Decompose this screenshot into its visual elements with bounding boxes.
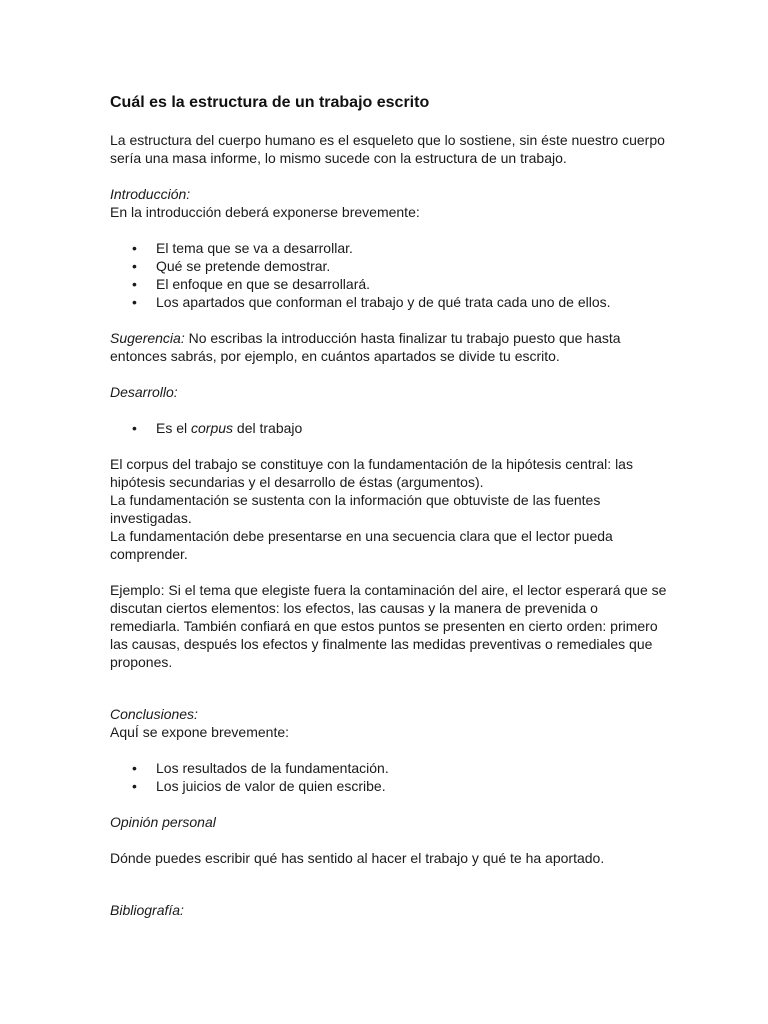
desarrollo-line-1: El corpus del trabajo se constituye con la fundamentación de la hipótesis central: las hipótesis secundarias y el desarrollo de éstas (argumentos). [110, 456, 633, 490]
conclusiones-heading: Conclusiones: [110, 706, 198, 722]
bibliografia-heading: Bibliografía: [110, 902, 184, 918]
desarrollo-list [110, 419, 670, 437]
introduccion-heading: Introducción: [110, 186, 191, 202]
introduccion-lead: En la introducción deberá exponerse brevemente: [110, 204, 420, 220]
desarrollo-heading: Desarrollo: [110, 384, 178, 400]
list-item [110, 419, 670, 437]
opinion-heading: Opinión personal [110, 814, 216, 830]
document-body [110, 93, 670, 919]
desarrollo-item-emphasis: corpus [191, 420, 234, 436]
list-item: • El tema que se va a desarrollar. [110, 239, 670, 257]
conclusiones-lead: AquÍ se expone brevemente: [110, 724, 290, 740]
intro-paragraph: La estructura del cuerpo humano es el esqueleto que lo sostiene, sin éste nuestro cuerpo sería una masa informe, lo mismo sucede con la estructura de un trabajo. [110, 132, 665, 166]
desarrollo-line-2: La fundamentación se sustenta con la información que obtuviste de las fuentes investigadas. [110, 492, 601, 526]
opinion-text: Dónde puedes escribir qué has sentido al hacer el trabajo y qué te ha aportado. [110, 850, 605, 866]
desarrollo-item-suffix: del trabajo [233, 420, 303, 436]
list-item: • Los resultados de la fundamentación. [110, 759, 670, 777]
list-item: • Los juicios de valor de quien escribe. [110, 777, 670, 795]
list-item: • Qué se pretende demostrar. [110, 257, 670, 275]
ejemplo-paragraph: Ejemplo: Si el tema que elegiste fuera la contaminación del aire, el lector esperará que se discutan ciertos elementos: los efectos, las causas y la manera de prevenida o remediarla. También confiará en que estos puntos se presenten en cierto orden: primero las causas, después los efectos y finalmente las medidas preventivas o remediales que propones. [110, 582, 667, 670]
sugerencia-paragraph [110, 329, 670, 365]
desarrollo-item-prefix: Es el [156, 420, 192, 436]
list-item: • Los apartados que conforman el trabajo y de qué trata cada uno de ellos. [110, 293, 670, 311]
list-item: • El enfoque en que se desarrollará. [110, 275, 670, 293]
desarrollo-line-3: La fundamentación debe presentarse en una secuencia clara que el lector pueda comprender. [110, 528, 613, 562]
sugerencia-label: Sugerencia: [110, 330, 185, 346]
conclusiones-list [110, 759, 670, 795]
sugerencia-text: No escribas la introducción hasta finalizar tu trabajo puesto que hasta entonces sabrás, por ejemplo, en cuántos apartados se divide tu escrito. [110, 330, 621, 364]
introduccion-list [110, 239, 670, 311]
document-title: Cuál es la estructura de un trabajo escrito [110, 94, 430, 111]
